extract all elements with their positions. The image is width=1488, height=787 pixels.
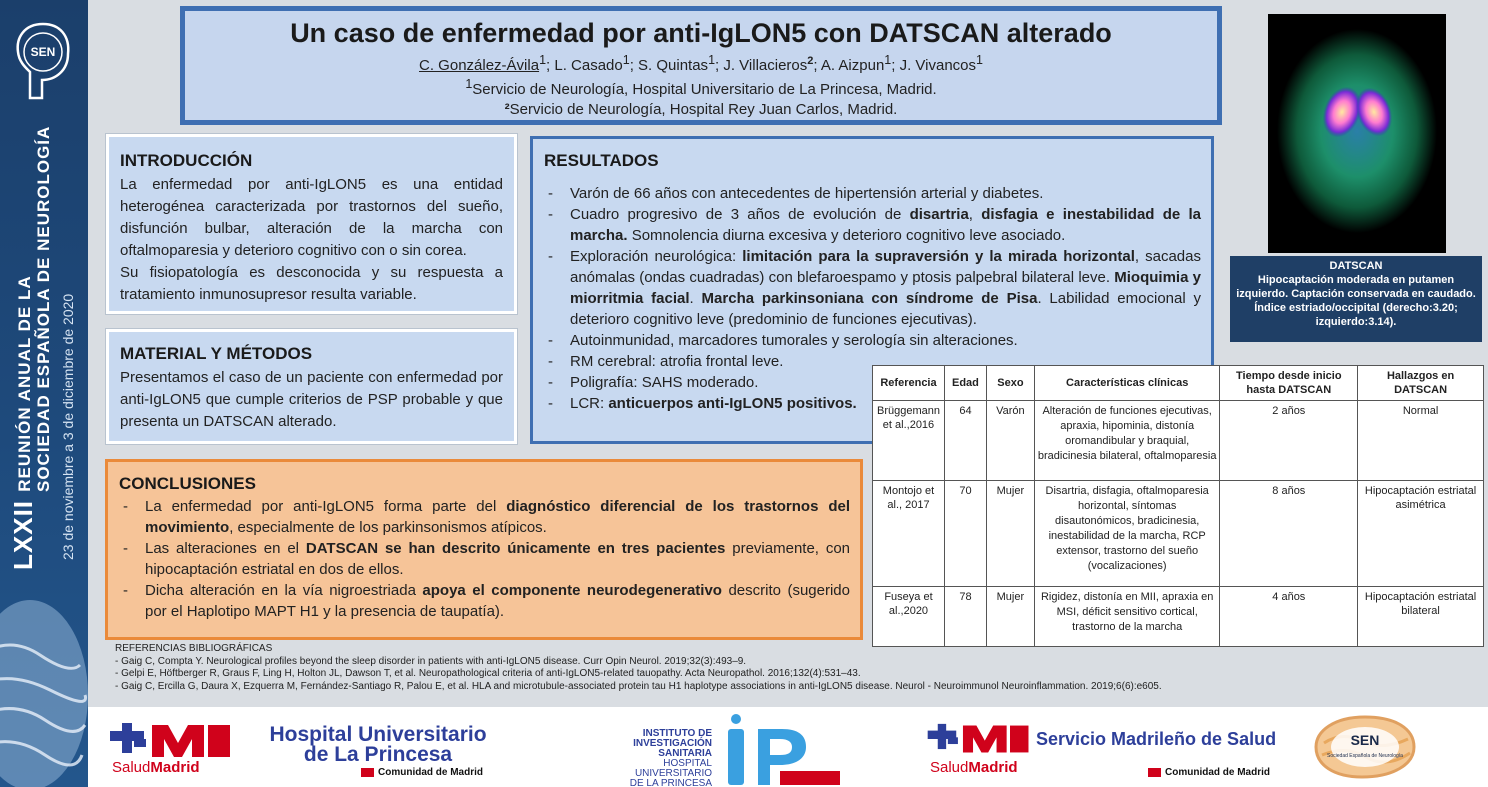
result-text: , bbox=[968, 206, 982, 223]
table-cell: Disartria, disfagia, oftalmoparesia horizontal, síntomas disautonómicos, bradicinesia, inestabilidad de la marcha, RCP extensor, trastorno del sueño (vocalizaciones) bbox=[1034, 481, 1220, 587]
references-heading: REFERENCIAS BIBLIOGRÁFICAS bbox=[115, 643, 273, 654]
table-cell: Brüggemann et al.,2016 bbox=[873, 401, 945, 481]
conclusion-text: Las alteraciones en el bbox=[145, 540, 306, 557]
brain-illustration-icon bbox=[0, 595, 88, 787]
result-text: , sacadas anómalas (ondas cuadradas) con blefaroespamo y ptosis palpebral bilateral leve. bbox=[570, 248, 1201, 286]
poster-title: Un caso de enfermedad por anti-IgLON5 con DATSCAN alterado bbox=[290, 18, 1112, 48]
result-bold: Mioquimia y miorritmia facial bbox=[570, 269, 1201, 307]
table-row bbox=[873, 481, 1484, 587]
list-item bbox=[119, 496, 850, 538]
sen-logo bbox=[1312, 713, 1418, 781]
author-sup: 1 bbox=[622, 53, 630, 67]
iis-text bbox=[588, 729, 712, 787]
results-heading: RESULTADOS bbox=[544, 151, 659, 170]
list-item bbox=[544, 183, 1201, 204]
table-cell: 8 años bbox=[1220, 481, 1358, 587]
meeting-line2: SOCIEDAD ESPAÑOLA DE NEUROLOGÍA bbox=[34, 125, 53, 492]
reference-item: - Gaig C, Ercilla G, Daura X, Ezquerra M, Fernández-Santiago R, Palou E, et al. HLA and microtubule-associated protein tau H1 haplotype associations in anti-IgLON5 disease. Neurol - Neuroimmunol Neuroinflammation. 2019;6(6):e605. bbox=[115, 680, 1162, 692]
iis-line: INSTITUTO DE bbox=[642, 728, 712, 739]
table-cell: Montojo et al., 2017 bbox=[873, 481, 945, 587]
madrid-word: Madrid bbox=[150, 759, 200, 776]
reference-item: - Gaig C, Compta Y. Neurological profiles beyond the sleep disorder in patients with anti-IgLON5 disease. Curr Opin Neurol. 2019;32(3):493–9. bbox=[115, 655, 747, 667]
caption-text: Hipocaptación moderada en putamen izquierdo bbox=[1236, 274, 1455, 300]
author-sup: 1 bbox=[708, 53, 716, 67]
conclusion-bold: apoya el componente neurodegenerativo bbox=[422, 582, 722, 599]
table-cell: Fuseya et al.,2020 bbox=[873, 587, 945, 647]
author: ; A. Aizpun bbox=[813, 57, 885, 74]
comunidad-flag-icon bbox=[361, 768, 374, 777]
hospital-name bbox=[258, 725, 498, 765]
comunidad-text: Comunidad de Madrid bbox=[1165, 767, 1270, 778]
table-header: Características clínicas bbox=[1034, 366, 1220, 401]
author-sup: 1 bbox=[539, 53, 547, 67]
result-bold: limitación para la supraversión y la mirada horizontal bbox=[742, 248, 1135, 265]
sermas-name: Servicio Madrileño de Salud bbox=[1036, 729, 1277, 749]
meeting-dates: 23 de noviembre a 3 de diciembre de 2020 bbox=[60, 293, 76, 560]
result-text: LCR: bbox=[570, 395, 609, 412]
title-box bbox=[180, 6, 1222, 125]
logo-bar bbox=[88, 707, 1488, 787]
iis-line: HOSPITAL bbox=[663, 758, 712, 769]
result-text: Somnolencia diurna excesiva y deterioro cognitivo leve asociado. bbox=[627, 227, 1066, 244]
table-header: Sexo bbox=[986, 366, 1034, 401]
meeting-line1: REUNIÓN ANUAL DE LA bbox=[15, 275, 34, 492]
salud-madrid-mark-icon bbox=[108, 721, 233, 761]
datscan-caption-text bbox=[1234, 273, 1478, 329]
table-cell: 4 años bbox=[1220, 587, 1358, 647]
conclusions-heading: CONCLUSIONES bbox=[119, 474, 256, 493]
iis-line: INVESTIGACIÓN bbox=[633, 738, 712, 749]
result-bold: disfagia e inestabilidad de la marcha. bbox=[570, 206, 1201, 244]
result-text: Cuadro progresivo de 3 años de evolución de bbox=[570, 206, 910, 223]
result-text: Exploración neurológica: bbox=[570, 248, 743, 265]
literature-table bbox=[872, 365, 1484, 647]
salud-madrid-text bbox=[112, 759, 200, 776]
result-text: . Labilidad emocional y deterioro cognitivo leve (predominio de funciones ejecutivas). bbox=[570, 290, 1201, 328]
hospital-princesa-logo bbox=[108, 719, 528, 779]
datscan-scan-icon bbox=[1268, 14, 1446, 253]
iis-line: DE LA PRINCESA bbox=[629, 778, 712, 787]
sen-logo-subtext: Sociedad Española de Neurología bbox=[1327, 753, 1403, 759]
conclusion-text: Dicha alteración en la vía nigroestriada bbox=[145, 582, 423, 599]
salud-madrid-mark-icon bbox=[926, 719, 1031, 759]
comunidad-flag-icon bbox=[1148, 768, 1161, 777]
table-cell: 64 bbox=[944, 401, 986, 481]
author: ; J. Villacieros bbox=[715, 57, 808, 74]
author-list bbox=[185, 53, 1217, 74]
comunidad-madrid bbox=[1148, 767, 1270, 778]
conclusions-list bbox=[119, 496, 850, 622]
table-cell: Hipocaptación estriatal asimétrica bbox=[1358, 481, 1484, 587]
affiliation-2 bbox=[185, 101, 1217, 118]
result-bold: disartria bbox=[909, 206, 969, 223]
affiliation-text: Servicio de Neurología, Hospital Rey Juan Carlos, Madrid. bbox=[509, 101, 898, 118]
list-item bbox=[544, 246, 1201, 330]
iip-mark-icon bbox=[718, 713, 848, 787]
author-sup: 1 bbox=[976, 53, 983, 67]
table-row bbox=[873, 587, 1484, 647]
conclusion-text: descrito (sugerido por el Haplotipo MAPT H1 y la presencia de taupatía). bbox=[145, 582, 850, 620]
affiliation-1 bbox=[185, 77, 1217, 98]
list-item bbox=[119, 538, 850, 580]
result-text: Poligrafía: SAHS moderado. bbox=[570, 374, 759, 391]
table-cell: Mujer bbox=[986, 481, 1034, 587]
sen-brain-icon bbox=[1312, 713, 1418, 781]
methods-heading: MATERIAL Y MÉTODOS bbox=[120, 344, 313, 363]
list-item bbox=[544, 204, 1201, 246]
salud-word: Salud bbox=[930, 759, 969, 776]
table-cell: Alteración de funciones ejecutivas, apraxia, hipominia, distonía oromandibular y braquial, bradicinesia bilateral, oftalmoparesia bbox=[1034, 401, 1220, 481]
reference-item: - Gelpi E, Höftberger R, Graus F, Ling H, Holton JL, Dawson T, et al. Neuropathological criteria of anti-IgLON5-related tauopathy. Acta Neuropathol. 2016;132(4):531–43. bbox=[115, 668, 861, 679]
first-author: C. González-Ávila bbox=[419, 57, 540, 74]
author: ; S. Quintas bbox=[629, 57, 709, 74]
conclusion-text: La enfermedad por anti-IgLON5 forma parte del bbox=[145, 498, 507, 515]
iis-line: SANITARIA bbox=[658, 748, 712, 759]
hospital-name-line1: Hospital Universitario bbox=[269, 723, 487, 746]
iis-princesa-logo bbox=[588, 713, 868, 787]
hospital-name-line2: de La Princesa bbox=[303, 743, 453, 766]
introduction-paragraph: La enfermedad por anti-IgLON5 es una entidad heterogénea caracterizada por trastornos del sueño, disfunción bulbar, alteración de la marcha con oftalmoparesia y deterioro cognitivo con o sin corea. bbox=[120, 176, 503, 259]
references-section bbox=[115, 643, 1445, 693]
comunidad-madrid bbox=[361, 767, 483, 778]
author-sup: 1 bbox=[884, 53, 892, 67]
edition: LXXII bbox=[8, 499, 38, 570]
table-header-row bbox=[873, 366, 1484, 401]
datscan-image bbox=[1268, 14, 1446, 253]
introduction-paragraph: Su fisiopatología es desconocida y su respuesta a tratamiento inmunosupresor resulta variable. bbox=[120, 264, 503, 303]
table-cell: Mujer bbox=[986, 587, 1034, 647]
conclusion-text: previamente, con hipocaptación estriatal en dos de ellos. bbox=[145, 540, 851, 578]
sen-logo-text: SEN bbox=[1350, 732, 1380, 748]
table-header: Referencia bbox=[873, 366, 945, 401]
table-cell: Hipocaptación estriatal bilateral bbox=[1358, 587, 1484, 647]
author: ; L. Casado bbox=[546, 57, 623, 74]
result-text: Autoinmunidad, marcadores tumorales y serología sin alteraciones. bbox=[570, 332, 1018, 349]
sidebar-logo-text: SEN bbox=[30, 45, 56, 59]
table-cell: Rigidez, distonía en MII, apraxia en MSI, déficit sensitivo cortical, trastorno de la marcha bbox=[1034, 587, 1220, 647]
introduction-section bbox=[106, 134, 517, 314]
sidebar bbox=[0, 0, 88, 787]
iis-line: UNIVERSITARIO bbox=[634, 768, 712, 779]
author: ; J. Vivancos bbox=[891, 57, 977, 74]
salud-word: Salud bbox=[112, 759, 151, 776]
introduction-heading: INTRODUCCIÓN bbox=[120, 151, 253, 170]
table-cell: Normal bbox=[1358, 401, 1484, 481]
methods-paragraph: Presentamos el caso de un paciente con enfermedad por anti-IgLON5 que cumple criterios de PSP probable y que presenta un DATSCAN alterado. bbox=[120, 369, 503, 430]
datscan-caption bbox=[1230, 256, 1482, 342]
list-item bbox=[119, 580, 850, 622]
table-row bbox=[873, 401, 1484, 481]
list-item bbox=[544, 330, 1201, 351]
caption-text: . Captación conservada en caudado. Índice estriado/occipital (derecho:3.20; izquierdo:3.14). bbox=[1254, 288, 1476, 328]
sermas-logo bbox=[926, 717, 1286, 783]
table-header: Hallazgos en DATSCAN bbox=[1358, 366, 1484, 401]
salud-madrid-text bbox=[930, 759, 1018, 776]
result-bold: anticuerpos anti-IgLON5 positivos. bbox=[608, 395, 857, 412]
result-text: . bbox=[689, 290, 702, 307]
madrid-word: Madrid bbox=[968, 759, 1018, 776]
affiliation-sup: 1 bbox=[465, 77, 473, 91]
result-text: Varón de 66 años con antecedentes de hipertensión arterial y diabetes. bbox=[570, 185, 1044, 202]
result-bold: Marcha parkinsoniana con síndrome de Pisa bbox=[701, 290, 1038, 307]
table-header: Tiempo desde inicio hasta DATSCAN bbox=[1220, 366, 1358, 401]
conclusion-bold: diagnóstico diferencial de los trastornos del movimiento bbox=[145, 498, 850, 536]
table-header: Edad bbox=[944, 366, 986, 401]
author-sup: 2 bbox=[807, 55, 814, 67]
conclusion-bold: DATSCAN se han descrito únicamente en tres pacientes bbox=[305, 540, 726, 557]
sidebar-vertical-text bbox=[0, 0, 88, 600]
table-cell: 70 bbox=[944, 481, 986, 587]
table-cell: 78 bbox=[944, 587, 986, 647]
datscan-caption-title: DATSCAN bbox=[1329, 260, 1383, 272]
table-cell: Varón bbox=[986, 401, 1034, 481]
methods-section bbox=[106, 329, 517, 444]
affiliation-sup: ² bbox=[504, 101, 510, 118]
conclusions-section bbox=[105, 459, 863, 640]
result-text: RM cerebral: atrofia frontal leve. bbox=[570, 353, 784, 370]
conclusion-text: , especialmente de los parkinsonismos atípicos. bbox=[229, 519, 547, 536]
comunidad-text: Comunidad de Madrid bbox=[378, 767, 483, 778]
affiliation-text: Servicio de Neurología, Hospital Universitario de La Princesa, Madrid. bbox=[472, 81, 937, 98]
table-cell: 2 años bbox=[1220, 401, 1358, 481]
